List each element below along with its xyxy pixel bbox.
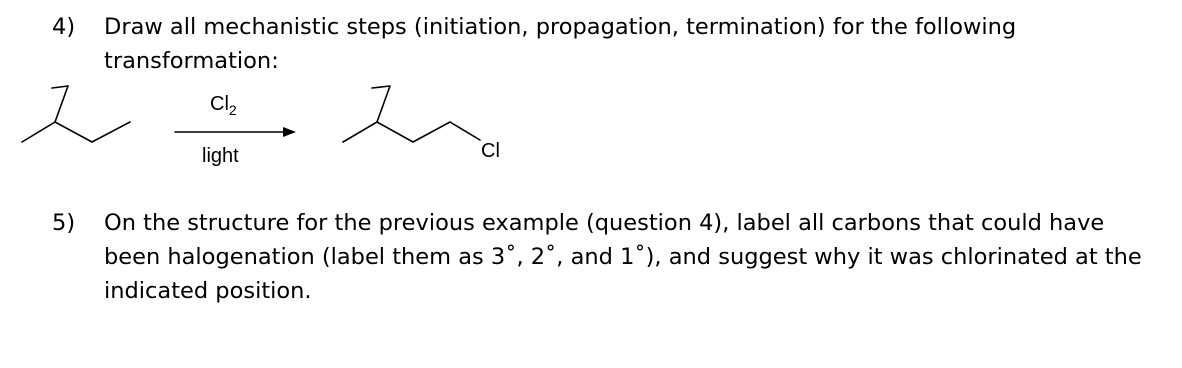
product-structure <box>343 86 480 142</box>
condition-label: light <box>202 145 239 167</box>
starting-material-structure <box>22 86 130 142</box>
bond <box>377 122 480 142</box>
product-chlorine-label: Cl <box>481 140 500 162</box>
question-number: 5) <box>52 210 76 236</box>
reagent-label: $Cl_2$ <box>210 93 237 118</box>
reaction-scheme <box>0 72 600 182</box>
bond <box>343 86 390 142</box>
question-text: Draw all mechanistic steps (initiation, propagation, termination) for the following transformation: <box>104 14 1017 74</box>
question-number: 4) <box>52 14 76 40</box>
reaction-arrow <box>175 127 296 137</box>
question-4 <box>52 10 1122 78</box>
question-text: On the structure for the previous example (question 4), label all carbons that could have been halogenation (label them as 3˚, 2˚, and 1˚), and suggest why it was chlorinated at the indicated position. <box>104 210 1142 304</box>
question-5 <box>52 206 1142 308</box>
bond <box>55 122 130 142</box>
bond <box>52 86 68 88</box>
bond <box>22 86 68 142</box>
